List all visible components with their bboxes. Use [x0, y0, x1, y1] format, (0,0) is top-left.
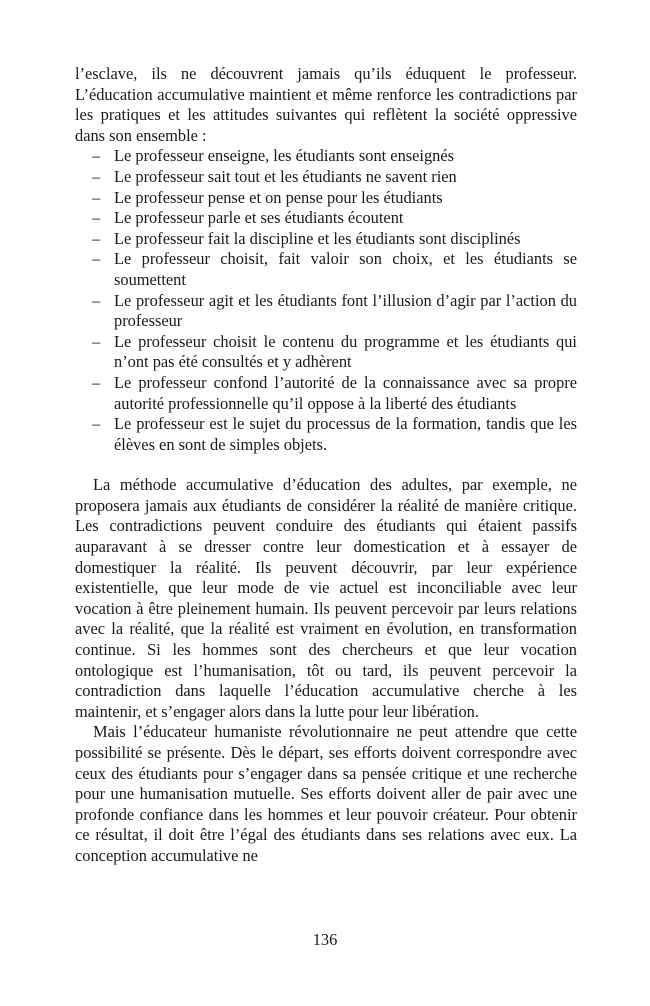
- list-item-text: Le professeur agit et les étudiants font l’illusion d’agir par l’action du professeur: [114, 290, 577, 331]
- list-item-text: Le professeur enseigne, les étudiants sont enseignés: [114, 146, 455, 166]
- list-item: [75, 414, 577, 455]
- page-body: [75, 64, 577, 867]
- list-item: [75, 291, 577, 332]
- list-item: [75, 229, 577, 250]
- intro-paragraph: l’esclave, ils ne découvrent jamais qu’ils éduquent le professeur. L’éducation accumulative maintient et même renforce les contradictions par les pratiques et les attitudes suivantes qui reflètent la société oppressive dans son ensemble :: [75, 64, 577, 145]
- list-item: [75, 249, 577, 290]
- list-item: [75, 146, 577, 167]
- list-dash: –: [92, 208, 101, 228]
- attitude-list: [75, 146, 577, 455]
- list-dash: –: [92, 372, 101, 392]
- list-item: [75, 167, 577, 188]
- body-paragraph: La méthode accumulative d’éducation des adultes, par exemple, ne proposera jamais aux étudiants de considérer la réalité de manière critique. Les contradictions peuvent conduire des étudiants qui étaient passifs auparavant à se dresser contre leur domestication et à essayer de domestiquer la réalité. Ils peuvent découvrir, par leur expérience existentielle, que leur mode de vie actuel est inconciliable avec leur vocation à être pleinement humain. Ils peuvent percevoir par leurs relations avec la réalité, que la réalité est vraiment en évolution, en transformation continue. Si les hommes sont des chercheurs et que leur vocation ontologique est l’humanisation, tôt ou tard, ils peuvent percevoir la contradiction dans laquelle l’éducation accumulative cherche à les maintenir, et s’engager alors dans la lutte pour leur libération.: [75, 475, 577, 721]
- list-item-text: Le professeur est le sujet du processus de la formation, tandis que les élèves en sont de simples objets.: [114, 414, 577, 454]
- list-dash: –: [92, 146, 101, 166]
- list-item-text: Le professeur fait la discipline et les étudiants sont disciplinés: [114, 228, 521, 248]
- list-item-text: Le professeur choisit le contenu du programme et les étudiants qui n’ont pas été consultés et y adhèrent: [114, 331, 577, 372]
- list-dash: –: [92, 331, 101, 351]
- list-item: [75, 373, 577, 414]
- list-dash: –: [92, 187, 101, 207]
- list-item-text: Le professeur pense et on pense pour les étudiants: [114, 187, 443, 207]
- list-item-text: Le professeur choisit, fait valoir son choix, et les étudiants se soumettent: [114, 249, 577, 289]
- list-item: [75, 188, 577, 209]
- list-dash: –: [92, 249, 101, 269]
- list-dash: –: [92, 290, 101, 310]
- list-item-text: Le professeur parle et ses étudiants écoutent: [114, 208, 404, 228]
- list-item-text: Le professeur sait tout et les étudiants ne savent rien: [114, 166, 457, 186]
- list-dash: –: [92, 166, 101, 186]
- list-dash: –: [92, 228, 101, 248]
- body-paragraph: Mais l’éducateur humaniste révolutionnaire ne peut attendre que cette possibilité se présente. Dès le départ, ses efforts doivent correspondre avec ceux des étudiants pour s’engager dans sa pensée critique et une recherche pour une humanisation mutuelle. Ses efforts doivent aller de pair avec une profonde confiance dans les hommes et leur pouvoir créateur. Pour obtenir ce résultat, il doit être l’égal des étudiants dans ses relations avec eux. La conception accumulative ne: [75, 722, 577, 865]
- page-number: 136: [312, 930, 338, 949]
- list-dash: –: [92, 414, 101, 434]
- list-item: [75, 332, 577, 373]
- list-item: [75, 208, 577, 229]
- list-item-text: Le professeur confond l’autorité de la connaissance avec sa propre autorité professionnelle qu’il oppose à la liberté des étudiants: [114, 372, 577, 413]
- paragraph-gap: [75, 455, 577, 475]
